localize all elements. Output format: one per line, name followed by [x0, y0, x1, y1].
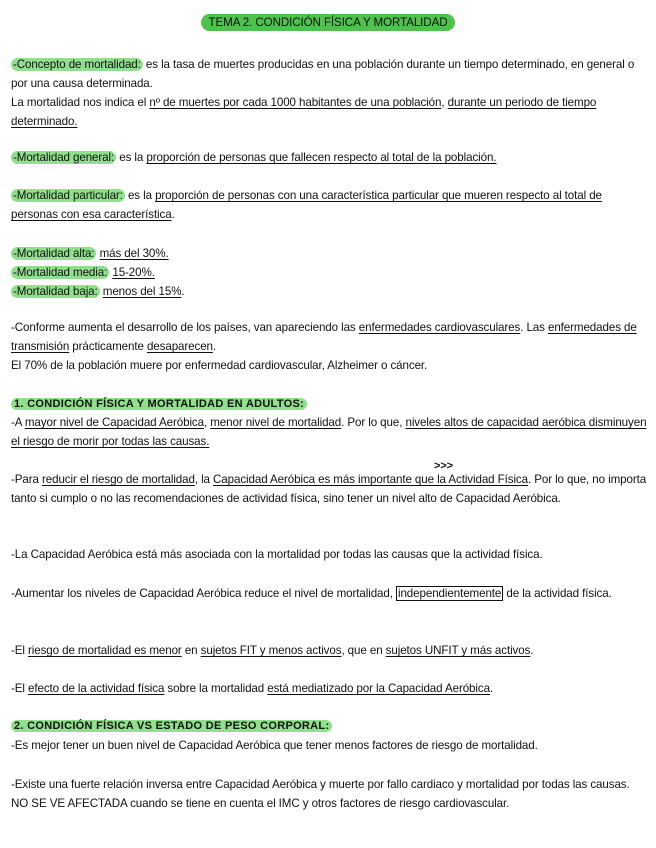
media-underline: 15-20%.	[112, 266, 155, 279]
s1p1-text-2: ,	[203, 416, 211, 429]
s1p1-text-3: . Por lo que,	[341, 416, 406, 429]
section-1-heading-text: 1. CONDICIÓN FÍSICA Y MORTALIDAD EN ADULTOS:	[11, 398, 307, 410]
mortalidad-levels	[11, 244, 647, 301]
s1p1-underline-3: niveles altos de capacidad aeróbica disminuyen el riesgo de morir por todas las causas.	[11, 416, 647, 448]
mortalidad-particular-paragraph	[11, 186, 647, 224]
particular-text: es la	[124, 189, 156, 202]
s1p4-text-1: -Aumentar los niveles de Capacidad Aeróbica reduce el nivel de mortalidad,	[11, 587, 396, 600]
s1p2-text-1: -Para	[11, 473, 42, 486]
section-1-paragraph-4	[11, 584, 647, 603]
s1p5-underline-3: sujetos UNFIT y más activos	[385, 644, 531, 657]
s1p1-underline-1: mayor nivel de Capacidad Aeróbica	[24, 416, 204, 429]
section-1-paragraph-5	[11, 641, 647, 660]
concepto-paragraph	[11, 55, 647, 131]
particular-text-2: .	[171, 208, 175, 221]
page-title	[0, 14, 656, 31]
concepto-text-2: La mortalidad nos indica el	[11, 96, 150, 109]
s1p5-text-3: , que en	[341, 644, 386, 657]
s1p6-underline-2: está mediatizado por la Capacidad Aeróbica	[267, 682, 490, 695]
general-underline: proporción de personas que fallecen respecto al total de la población.	[146, 151, 497, 164]
section-2-heading-text: 2. CONDICIÓN FÍSICA VS ESTADO DE PESO CORPORAL:	[11, 720, 332, 732]
s1p2-underline-1: reducir el riesgo de mortalidad	[41, 473, 195, 486]
section-2-paragraph-2: -Existe una fuerte relación inversa entre Capacidad Aeróbica y muerte por fallo cardiaco y mortalidad por todas las causas. NO SE VE AFECTADA cuando se tiene en cuenta el IMC y otros factores de riesgo cardiovascular.	[11, 778, 630, 810]
section-2-paragraph-1: -Es mejor tener un buen nivel de Capacidad Aeróbica que tener menos factores de riesgo de mortalidad.	[11, 739, 538, 752]
s1p1-text-1: -A	[11, 416, 25, 429]
alta-label: -Mortalidad alta:	[13, 247, 95, 260]
s1p5-underline-1: riesgo de mortalidad es menor	[28, 644, 182, 657]
s1p6-text-2: sobre la mortalidad	[164, 682, 268, 695]
s1p6-text-3: .	[489, 682, 494, 695]
section-1-paragraph-3: -La Capacidad Aeróbica está más asociada con la mortalidad por todas las causas que la actividad física.	[11, 548, 543, 561]
s1p2-text-2: , la	[194, 473, 214, 486]
mortalidad-baja	[11, 282, 647, 301]
arrows-annotation: >>>	[434, 460, 453, 472]
conforme-line-2: El 70% de la población muere por enfermedad cardiovascular, Alzheimer o cáncer.	[11, 359, 428, 372]
alta-underline: más del 30%.	[99, 247, 169, 260]
concepto-underline-1: nº de muertes por cada 1000 habitantes de una población	[149, 96, 442, 109]
conforme-underline-2: enfermedades de transmisión	[11, 321, 637, 353]
section-1-paragraph-1	[11, 413, 647, 451]
s1p2-text-3: . Por lo que, no importa tanto si cumplo o no las recomendaciones de actividad física, sino tener un nivel alto de Capacidad Aeróbica.	[11, 473, 647, 505]
baja-underline: menos del 15%	[102, 285, 182, 298]
section-2-heading	[11, 716, 647, 736]
s1p2-underline-2: Capacidad Aeróbica es más importante que la Actividad Física	[213, 473, 528, 486]
mortalidad-alta	[11, 244, 647, 263]
general-text: es la	[116, 151, 147, 164]
concepto-underline-2: durante un periodo de tiempo determinado.	[11, 96, 597, 128]
section-1-heading	[11, 394, 647, 414]
particular-underline: proporción de personas con una característica particular que mueren respecto al total de personas con esa característica	[11, 189, 602, 221]
section-1-paragraph-6	[11, 679, 647, 698]
s1p4-text-2: de la actividad física.	[503, 587, 612, 600]
conforme-paragraph	[11, 318, 647, 375]
particular-label: -Mortalidad particular:	[13, 189, 123, 202]
conforme-text-2: . Las	[520, 321, 548, 334]
general-label: -Mortalidad general:	[13, 151, 115, 164]
concepto-text: es la tasa de muertes producidas en una población durante un tiempo determinado, en general o por una causa determinada.	[11, 58, 635, 90]
mortalidad-media	[11, 263, 647, 282]
conforme-text-4: .	[212, 340, 217, 353]
conforme-underline-3: desaparecen	[146, 340, 213, 353]
s1p4-boxed-word: independientemente	[397, 587, 502, 600]
s1p1-underline-2: menor nivel de mortalidad	[210, 416, 342, 429]
s1p6-underline-1: efecto de la actividad física	[28, 682, 165, 695]
s1p6-text-1: -El	[11, 682, 28, 695]
s1p5-text-4: .	[530, 644, 534, 657]
baja-label: -Mortalidad baja:	[13, 285, 98, 298]
section-1-paragraph-2	[11, 470, 647, 508]
mortalidad-general-paragraph	[11, 148, 647, 167]
concepto-text-3: ,	[441, 96, 448, 109]
s1p5-text-1: -El	[11, 644, 28, 657]
s1p5-text-2: en	[181, 644, 201, 657]
conforme-text-3: prácticamente	[69, 340, 147, 353]
conforme-underline-1: enfermedades cardiovasculares	[358, 321, 521, 334]
title-highlight: TEMA 2. CONDICIÓN FÍSICA Y MORTALIDAD	[201, 14, 456, 31]
media-label: -Mortalidad media:	[13, 266, 108, 279]
concepto-label: -Concepto de mortalidad:	[13, 58, 141, 71]
s1p5-underline-2: sujetos FIT y menos activos	[200, 644, 342, 657]
conforme-text-1: -Conforme aumenta el desarrollo de los países, van apareciendo las	[11, 321, 359, 334]
baja-text-2: .	[181, 285, 185, 298]
